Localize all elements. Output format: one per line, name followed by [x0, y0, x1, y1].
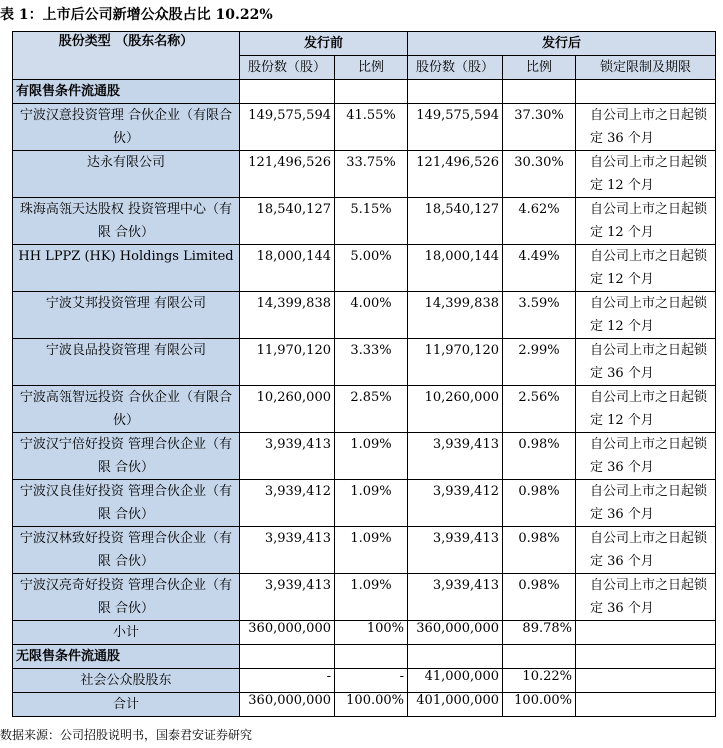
shareholder-name: 达永有限公司: [13, 151, 240, 198]
table-row: [13, 104, 716, 151]
lock-period: 自公司上市之日起锁定 36 个月: [576, 574, 716, 621]
shares-after: 3,939,413: [408, 433, 503, 480]
section-unrestricted-row: [13, 645, 716, 669]
table-row: [13, 433, 716, 480]
shareholder-name: 珠海高瓴天达股权 投资管理中心（有限 合伙）: [13, 198, 240, 245]
subtotal-ratio-before: 100%: [335, 621, 408, 645]
empty-cell: [335, 645, 408, 669]
ratio-after: 0.98%: [503, 574, 576, 621]
ratio-before: 33.75%: [335, 151, 408, 198]
lock-period: 自公司上市之日起锁定 12 个月: [576, 292, 716, 339]
table-row: [13, 386, 716, 433]
table-title: 表 1：上市后公司新增公众股占比 10.22%: [0, 7, 273, 23]
shares-after: 11,970,120: [408, 339, 503, 386]
lock-period: 自公司上市之日起锁定 36 个月: [576, 527, 716, 574]
shares-before: 149,575,594: [240, 104, 335, 151]
shares-after: 149,575,594: [408, 104, 503, 151]
ratio-after: 37.30%: [503, 104, 576, 151]
section-restricted-label: 有限售条件流通股: [13, 80, 240, 104]
lock-period: 自公司上市之日起锁定 12 个月: [576, 151, 716, 198]
header-row-1: [13, 32, 716, 56]
shares-after: 10,260,000: [408, 386, 503, 433]
ratio-after: 0.98%: [503, 480, 576, 527]
ratio-before: 1.09%: [335, 574, 408, 621]
public_row-lock: [576, 669, 716, 693]
shares-before: 3,939,413: [240, 433, 335, 480]
total-lock: [576, 693, 716, 717]
lock-period: 自公司上市之日起锁定 36 个月: [576, 480, 716, 527]
lock-header: 锁定限制及期限: [576, 56, 716, 80]
total-shares-before: 360,000,000: [240, 693, 335, 717]
shares-after: 3,939,413: [408, 527, 503, 574]
shares-before: 3,939,412: [240, 480, 335, 527]
ratio-after: 30.30%: [503, 151, 576, 198]
ratio-after: 4.49%: [503, 245, 576, 292]
empty-cell: [240, 645, 335, 669]
subtotal-shares-after: 360,000,000: [408, 621, 503, 645]
ratio-before: 41.55%: [335, 104, 408, 151]
table-row: [13, 198, 716, 245]
shares-before: 3,939,413: [240, 527, 335, 574]
table-row: [13, 574, 716, 621]
before-group-header: 发行前: [240, 32, 408, 56]
shareholder-name: 宁波汉良佳好投资 管理合伙企业（有限 合伙）: [13, 480, 240, 527]
shareholder-name: HH LPPZ (HK) Holdings Limited: [13, 245, 240, 292]
total-label: 合计: [13, 693, 240, 717]
subtotal-shares-before: 360,000,000: [240, 621, 335, 645]
table-row: [13, 527, 716, 574]
ratio-before: 5.00%: [335, 245, 408, 292]
lock-period: 自公司上市之日起锁定 12 个月: [576, 386, 716, 433]
table-row: [13, 480, 716, 527]
ratio-before-header: 比例: [335, 56, 408, 80]
empty-cell: [503, 645, 576, 669]
lock-period: 自公司上市之日起锁定 36 个月: [576, 433, 716, 480]
subtotal-row: [13, 621, 716, 645]
ratio-before: 1.09%: [335, 433, 408, 480]
table-row: [13, 245, 716, 292]
subtotal-ratio-after: 89.78%: [503, 621, 576, 645]
subtotal-label: 小计: [13, 621, 240, 645]
shares-before: 18,000,144: [240, 245, 335, 292]
shares-after: 18,540,127: [408, 198, 503, 245]
total-ratio-after: 100.00%: [503, 693, 576, 717]
public_row-shares-after: 41,000,000: [408, 669, 503, 693]
ratio-after: 2.99%: [503, 339, 576, 386]
shares-after: 3,939,413: [408, 574, 503, 621]
shareholder-name: 宁波汉意投资管理 合伙企业（有限合 伙）: [13, 104, 240, 151]
shares-after-header: 股份数（股）: [408, 56, 503, 80]
ratio-before: 1.09%: [335, 480, 408, 527]
after-group-header: 发行后: [408, 32, 716, 56]
ratio-after: 0.98%: [503, 527, 576, 574]
ratio-before: 1.09%: [335, 527, 408, 574]
ratio-before: 3.33%: [335, 339, 408, 386]
public_row-ratio-after: 10.22%: [503, 669, 576, 693]
ratio-after-header: 比例: [503, 56, 576, 80]
section-unrestricted-label: 无限售条件流通股: [13, 645, 240, 669]
shares-after: 3,939,412: [408, 480, 503, 527]
source-note: 数据来源：公司招股说明书，国泰君安证券研究: [0, 728, 253, 742]
lock-period: 自公司上市之日起锁定 36 个月: [576, 104, 716, 151]
total-row: [13, 693, 716, 717]
public_row-ratio-before: -: [335, 669, 408, 693]
total-ratio-before: 100.00%: [335, 693, 408, 717]
col-type-header: 股份类型 （股东名称）: [13, 32, 240, 80]
ratio-before: 4.00%: [335, 292, 408, 339]
empty-cell: [408, 645, 503, 669]
shareholder-name: 宁波汉亮奇好投资 管理合伙企业（有限 合伙）: [13, 574, 240, 621]
shares-after: 18,000,144: [408, 245, 503, 292]
ratio-after: 3.59%: [503, 292, 576, 339]
shares-after: 14,399,838: [408, 292, 503, 339]
shares-after: 121,496,526: [408, 151, 503, 198]
lock-period: 自公司上市之日起锁定 12 个月: [576, 245, 716, 292]
ratio-before: 2.85%: [335, 386, 408, 433]
shares-before: 121,496,526: [240, 151, 335, 198]
empty-cell: [576, 645, 716, 669]
total-shares-after: 401,000,000: [408, 693, 503, 717]
shareholder-name: 宁波良品投资管理 有限公司: [13, 339, 240, 386]
ratio-after: 4.62%: [503, 198, 576, 245]
public_row-shares-before: -: [240, 669, 335, 693]
ratio-before: 5.15%: [335, 198, 408, 245]
table-row: [13, 339, 716, 386]
lock-period: 自公司上市之日起锁定 36 个月: [576, 339, 716, 386]
shares-before: 18,540,127: [240, 198, 335, 245]
shares-before: 11,970,120: [240, 339, 335, 386]
public_row-label: 社会公众股股东: [13, 669, 240, 693]
shareholder-name: 宁波艾邦投资管理 有限公司: [13, 292, 240, 339]
shareholding-table: [12, 31, 716, 717]
shares-before: 10,260,000: [240, 386, 335, 433]
ratio-after: 0.98%: [503, 433, 576, 480]
ratio-after: 2.56%: [503, 386, 576, 433]
table-row: [13, 151, 716, 198]
table-row: [13, 292, 716, 339]
lock-period: 自公司上市之日起锁定 12 个月: [576, 198, 716, 245]
shareholder-name: 宁波汉林致好投资 管理合伙企业（有限 合伙）: [13, 527, 240, 574]
shares-before-header: 股份数（股）: [240, 56, 335, 80]
shareholder-name: 宁波高瓴智远投资 合伙企业（有限合 伙）: [13, 386, 240, 433]
shares-before: 3,939,413: [240, 574, 335, 621]
shares-before: 14,399,838: [240, 292, 335, 339]
subtotal-lock: [576, 621, 716, 645]
shareholder-name: 宁波汉宁倍好投资 管理合伙企业（有限 合伙）: [13, 433, 240, 480]
section-restricted-row: [13, 80, 716, 104]
public_row-row: [13, 669, 716, 693]
